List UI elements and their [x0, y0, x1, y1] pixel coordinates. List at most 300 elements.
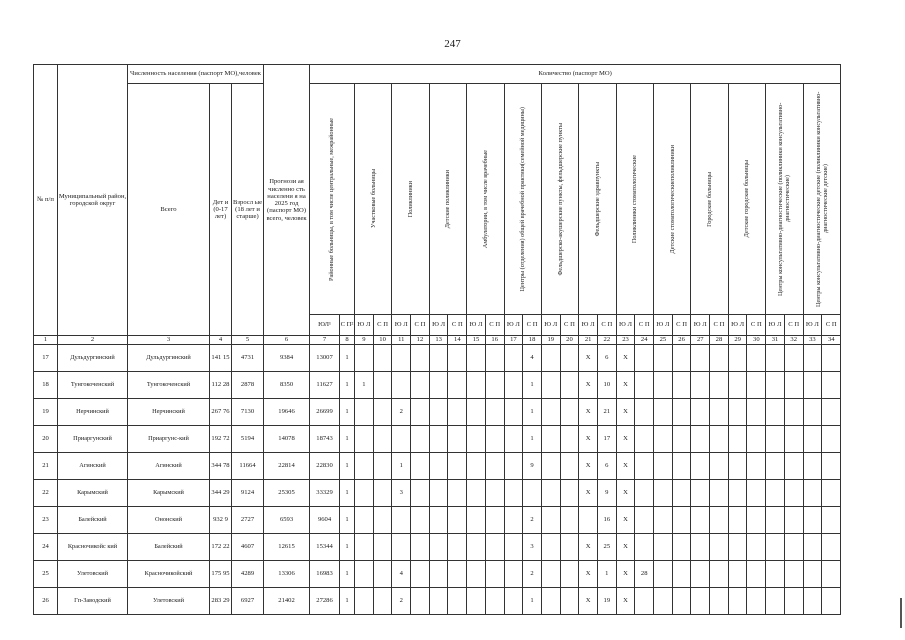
count-cell [373, 426, 392, 453]
count-cell [691, 534, 710, 561]
count-cell: X [579, 372, 598, 399]
population-total: 344 78 [210, 453, 232, 480]
population-forecast: 9604 [310, 507, 340, 534]
count-cell [504, 372, 523, 399]
count-cell [411, 480, 430, 507]
header-category: Поликлиники [392, 84, 429, 315]
population-adults: 13306 [264, 561, 310, 588]
column-number: 27 [691, 336, 710, 345]
count-cell [766, 561, 785, 588]
page-number: 247 [444, 38, 461, 50]
count-cell: 1 [340, 426, 355, 453]
count-cell [485, 399, 504, 426]
column-number: 5 [232, 336, 264, 345]
sub-name: Приаргунс-кий [128, 426, 210, 453]
count-cell: 3 [523, 534, 542, 561]
count-cell [747, 453, 766, 480]
row-number: 18 [34, 372, 58, 399]
column-number: 2 [58, 336, 128, 345]
count-cell [429, 399, 448, 426]
subheader-cell: Ю Л [429, 315, 448, 336]
count-cell [411, 534, 430, 561]
count-cell [541, 372, 560, 399]
count-cell: 2 [523, 507, 542, 534]
count-cell [635, 345, 654, 372]
count-cell [822, 588, 841, 615]
count-cell [672, 372, 691, 399]
count-cell: 10 [597, 372, 616, 399]
subheader-cell: Ю Л [616, 315, 635, 336]
count-cell [747, 399, 766, 426]
column-number: 28 [710, 336, 729, 345]
count-cell [822, 345, 841, 372]
table-row [34, 480, 841, 507]
count-cell [654, 561, 673, 588]
population-total: 267 76 [210, 399, 232, 426]
count-cell [710, 507, 729, 534]
count-cell [355, 345, 374, 372]
count-cell [355, 507, 374, 534]
column-number: 19 [541, 336, 560, 345]
column-number: 22 [597, 336, 616, 345]
count-cell [541, 399, 560, 426]
count-cell: 17 [597, 426, 616, 453]
header-category: Центры консультативно-диагностические (поликлиники консультативно-диагностические) [766, 84, 803, 315]
count-cell [411, 507, 430, 534]
header-district: Муниципальный район, городской округ [58, 65, 128, 336]
population-children: 4607 [232, 534, 264, 561]
count-cell [654, 588, 673, 615]
count-cell [411, 561, 430, 588]
count-cell: X [579, 480, 598, 507]
count-cell [803, 561, 822, 588]
column-number: 15 [467, 336, 486, 345]
population-forecast: 33329 [310, 480, 340, 507]
population-adults: 8350 [264, 372, 310, 399]
population-children: 7130 [232, 399, 264, 426]
table-row [34, 399, 841, 426]
population-children: 4289 [232, 561, 264, 588]
count-cell [691, 561, 710, 588]
population-forecast: 18743 [310, 426, 340, 453]
count-cell [766, 345, 785, 372]
count-cell [747, 507, 766, 534]
population-adults: 9384 [264, 345, 310, 372]
count-cell: 9 [523, 453, 542, 480]
count-cell [710, 453, 729, 480]
count-cell [429, 480, 448, 507]
count-cell: X [579, 345, 598, 372]
count-cell [710, 399, 729, 426]
population-adults: 21402 [264, 588, 310, 615]
header-category: Районные больницы, в том числе центральные, межрайонные [310, 84, 355, 315]
count-cell [766, 453, 785, 480]
subheader-cell: Ю Л [803, 315, 822, 336]
header-quantity-group: Количество (паспорт МО) [310, 65, 841, 84]
column-number-row [34, 336, 841, 345]
count-cell [392, 345, 411, 372]
count-cell [541, 345, 560, 372]
count-cell [541, 453, 560, 480]
column-number: 14 [448, 336, 467, 345]
count-cell: X [579, 426, 598, 453]
count-cell: X [616, 480, 635, 507]
subheader-cell: Ю Л [654, 315, 673, 336]
count-cell [784, 507, 803, 534]
column-number: 30 [747, 336, 766, 345]
count-cell [448, 561, 467, 588]
subheader-cell: С П [448, 315, 467, 336]
population-children: 2727 [232, 507, 264, 534]
subheader-cell: ЮЛ¹ [310, 315, 340, 336]
subheader-cell: Ю Л [355, 315, 374, 336]
count-cell [766, 588, 785, 615]
count-cell [373, 399, 392, 426]
count-cell [485, 534, 504, 561]
count-cell: 1 [523, 426, 542, 453]
count-cell [392, 507, 411, 534]
count-cell [355, 399, 374, 426]
count-cell [822, 534, 841, 561]
column-number: 16 [485, 336, 504, 345]
count-cell [691, 480, 710, 507]
count-cell [541, 588, 560, 615]
count-cell [822, 561, 841, 588]
count-cell [672, 507, 691, 534]
column-number: 9 [355, 336, 374, 345]
count-cell [728, 561, 747, 588]
count-cell: 1 [340, 534, 355, 561]
count-cell [766, 480, 785, 507]
count-cell: 1 [340, 399, 355, 426]
count-cell: 1 [340, 372, 355, 399]
count-cell: X [616, 561, 635, 588]
count-cell [392, 372, 411, 399]
row-number: 17 [34, 345, 58, 372]
count-cell: 1 [523, 399, 542, 426]
count-cell [803, 399, 822, 426]
count-cell [448, 453, 467, 480]
count-cell: 6 [597, 453, 616, 480]
count-cell [747, 426, 766, 453]
count-cell [654, 534, 673, 561]
row-number: 21 [34, 453, 58, 480]
count-cell [541, 480, 560, 507]
count-cell [822, 507, 841, 534]
count-cell [654, 399, 673, 426]
header-category: Детские городские больницы [728, 84, 765, 315]
count-cell [710, 561, 729, 588]
count-cell [504, 507, 523, 534]
count-cell [485, 561, 504, 588]
count-cell [504, 453, 523, 480]
count-cell [635, 480, 654, 507]
count-cell [467, 399, 486, 426]
row-number: 24 [34, 534, 58, 561]
sub-name: Карымский [128, 480, 210, 507]
district-name: Дульдургинский [58, 345, 128, 372]
header-population-group: Численность населения (паспорт МО),человек [128, 65, 264, 84]
column-number: 20 [560, 336, 579, 345]
count-cell [654, 453, 673, 480]
sub-name: Балейский [128, 534, 210, 561]
subheader-cell: С П [784, 315, 803, 336]
table-row [34, 453, 841, 480]
column-number: 32 [784, 336, 803, 345]
count-cell [822, 480, 841, 507]
count-cell: 2 [523, 561, 542, 588]
column-number: 25 [654, 336, 673, 345]
count-cell [560, 480, 579, 507]
count-cell: X [616, 588, 635, 615]
count-cell [560, 426, 579, 453]
count-cell [766, 534, 785, 561]
count-cell [429, 426, 448, 453]
count-cell: 21 [597, 399, 616, 426]
count-cell: 2 [392, 399, 411, 426]
count-cell [579, 507, 598, 534]
count-cell: 1 [340, 345, 355, 372]
population-children: 4731 [232, 345, 264, 372]
count-cell [747, 372, 766, 399]
subheader-cell: С П [373, 315, 392, 336]
population-total: 172 22 [210, 534, 232, 561]
count-cell: 4 [523, 345, 542, 372]
count-cell: X [579, 534, 598, 561]
count-cell [654, 426, 673, 453]
count-cell [803, 507, 822, 534]
count-cell: 6 [597, 345, 616, 372]
count-cell: X [616, 507, 635, 534]
subheader-cell: С П [597, 315, 616, 336]
subheader-cell: Ю Л [504, 315, 523, 336]
scan-mark [900, 598, 902, 628]
population-children: 6927 [232, 588, 264, 615]
count-cell [560, 399, 579, 426]
count-cell [672, 480, 691, 507]
count-cell [448, 345, 467, 372]
count-cell [747, 561, 766, 588]
count-cell [672, 534, 691, 561]
count-cell [373, 534, 392, 561]
header-category: Детские поликлиники [429, 84, 466, 315]
count-cell [485, 588, 504, 615]
count-cell [635, 534, 654, 561]
count-cell [373, 588, 392, 615]
header-category: Поликлиники стоматологические [616, 84, 653, 315]
count-cell [448, 507, 467, 534]
count-cell [672, 399, 691, 426]
count-cell [429, 561, 448, 588]
count-cell [448, 588, 467, 615]
sub-name: Тунгокоченский [128, 372, 210, 399]
count-cell [523, 480, 542, 507]
hospital-table [33, 64, 841, 615]
count-cell [635, 426, 654, 453]
count-cell [560, 534, 579, 561]
header-category: Фельдшерские здравпункты [579, 84, 616, 315]
population-forecast: 26699 [310, 399, 340, 426]
count-cell [355, 561, 374, 588]
column-number: 23 [616, 336, 635, 345]
header-adults: Взросл ые (18 лет и старше) [232, 84, 264, 336]
count-cell [485, 426, 504, 453]
column-number: 10 [373, 336, 392, 345]
header-total: Всего [128, 84, 210, 336]
sub-name: Улетовский [128, 588, 210, 615]
header-num: № п/п [34, 65, 58, 336]
subheader-cell: Ю Л [392, 315, 411, 336]
count-cell [710, 345, 729, 372]
population-children: 11664 [232, 453, 264, 480]
subheader-cell: С П [747, 315, 766, 336]
count-cell [672, 561, 691, 588]
column-number: 29 [728, 336, 747, 345]
count-cell [747, 534, 766, 561]
count-cell [355, 534, 374, 561]
count-cell [560, 372, 579, 399]
column-number: 26 [672, 336, 691, 345]
count-cell: 2 [392, 588, 411, 615]
count-cell [467, 561, 486, 588]
count-cell [784, 453, 803, 480]
count-cell [560, 345, 579, 372]
count-cell [355, 480, 374, 507]
count-cell [822, 453, 841, 480]
count-cell [672, 453, 691, 480]
population-forecast: 11627 [310, 372, 340, 399]
count-cell [784, 399, 803, 426]
header-category: Центры (отделения) общей врачебной практики(семейной медицины) [504, 84, 541, 315]
count-cell [467, 345, 486, 372]
count-cell [635, 372, 654, 399]
population-forecast: 22830 [310, 453, 340, 480]
count-cell [784, 372, 803, 399]
count-cell: 16 [597, 507, 616, 534]
count-cell [803, 345, 822, 372]
count-cell: 4 [392, 561, 411, 588]
count-cell [504, 561, 523, 588]
district-name: Гп-Заводский [58, 588, 128, 615]
count-cell [448, 534, 467, 561]
column-number: 3 [128, 336, 210, 345]
count-cell [560, 561, 579, 588]
district-name: Тунгокоченский [58, 372, 128, 399]
count-cell [803, 480, 822, 507]
count-cell [784, 561, 803, 588]
district-name: Карымский [58, 480, 128, 507]
sub-name: Ононский [128, 507, 210, 534]
subheader-cell: С П [710, 315, 729, 336]
column-number: 1 [34, 336, 58, 345]
count-cell [691, 399, 710, 426]
column-number: 7 [310, 336, 340, 345]
count-cell [467, 372, 486, 399]
table-body [34, 345, 841, 615]
population-forecast: 13007 [310, 345, 340, 372]
count-cell [635, 588, 654, 615]
count-cell [411, 588, 430, 615]
header-category: Городские больницы [691, 84, 728, 315]
count-cell: 3 [392, 480, 411, 507]
count-cell [654, 345, 673, 372]
subheader-cell: Ю Л [728, 315, 747, 336]
header-category: Участковые больницы [355, 84, 392, 315]
count-cell [448, 426, 467, 453]
count-cell: X [616, 534, 635, 561]
count-cell: 1 [340, 480, 355, 507]
column-number: 33 [803, 336, 822, 345]
district-name: Красночикойс кий [58, 534, 128, 561]
column-number: 12 [411, 336, 430, 345]
population-forecast: 15344 [310, 534, 340, 561]
count-cell: 1 [523, 372, 542, 399]
column-number: 31 [766, 336, 785, 345]
count-cell [654, 372, 673, 399]
count-cell [691, 372, 710, 399]
population-total: 283 29 [210, 588, 232, 615]
population-adults: 22814 [264, 453, 310, 480]
count-cell [392, 534, 411, 561]
table-row [34, 372, 841, 399]
column-number: 24 [635, 336, 654, 345]
count-cell: 1 [340, 453, 355, 480]
subheader-cell: Ю Л [691, 315, 710, 336]
count-cell [448, 399, 467, 426]
sub-name: Нерчинский [128, 399, 210, 426]
count-cell [411, 453, 430, 480]
count-cell [373, 372, 392, 399]
count-cell: X [579, 561, 598, 588]
count-cell: X [616, 399, 635, 426]
count-cell [467, 426, 486, 453]
count-cell: 1 [523, 588, 542, 615]
count-cell [504, 588, 523, 615]
count-cell [485, 372, 504, 399]
count-cell: X [579, 399, 598, 426]
count-cell [485, 345, 504, 372]
population-adults: 25305 [264, 480, 310, 507]
count-cell [784, 426, 803, 453]
count-cell [429, 588, 448, 615]
count-cell [728, 372, 747, 399]
count-cell: X [616, 372, 635, 399]
count-cell [728, 534, 747, 561]
count-cell [541, 426, 560, 453]
column-number: 13 [429, 336, 448, 345]
table-row [34, 345, 841, 372]
count-cell [560, 507, 579, 534]
column-number: 4 [210, 336, 232, 345]
count-cell [392, 426, 411, 453]
subheader-cell: С П [560, 315, 579, 336]
table-row [34, 534, 841, 561]
count-cell [541, 507, 560, 534]
count-cell [747, 345, 766, 372]
column-number: 18 [523, 336, 542, 345]
row-number: 22 [34, 480, 58, 507]
count-cell [504, 426, 523, 453]
count-cell [803, 426, 822, 453]
population-adults: 6593 [264, 507, 310, 534]
count-cell [373, 561, 392, 588]
subheader-cell: Ю Л [579, 315, 598, 336]
sub-name: Агинский [128, 453, 210, 480]
count-cell [747, 588, 766, 615]
population-adults: 14078 [264, 426, 310, 453]
population-forecast: 16983 [310, 561, 340, 588]
header-children: Дет и (0-17 лет) [210, 84, 232, 336]
